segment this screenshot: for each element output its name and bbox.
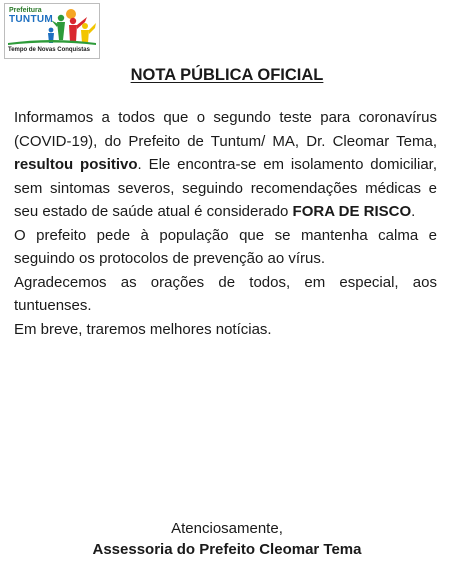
signoff	[0, 518, 454, 560]
paragraph-text: .	[411, 203, 416, 220]
result-emphasis: resultou positivo	[14, 156, 138, 173]
logo-slogan: Tempo de Novas Conquistas	[8, 47, 90, 53]
logo-city-name: TUNTUM	[9, 14, 54, 25]
signature: Assessoria do Prefeito Cleomar Tema	[92, 541, 362, 558]
paragraph-text: Informamos a todos que o segundo teste para coronavírus (COVID-19), do Prefeito de Tuntum/ MA, Dr. Cleomar Tema,	[14, 109, 437, 150]
paragraph-request: O prefeito pede à população que se mantenha calma e seguindo os protocolos de prevenção ao vírus.	[14, 226, 437, 267]
prefeitura-logo	[4, 3, 100, 59]
logo-prefeitura-text: Prefeitura	[9, 7, 42, 14]
paragraph-text: . Ele encontra-se em isolamento domiciliar, sem sintomas severos, seguindo recomendações médicas e seu estado de saúde atual é considerado	[14, 156, 437, 220]
paragraph-test-result	[14, 106, 437, 224]
risk-emphasis: FORA DE RISCO	[292, 203, 412, 220]
document-body	[14, 106, 437, 341]
paragraph-thanks: Agradecemos as orações de todos, em especial, aos tuntuenses.	[14, 273, 437, 314]
document-title: NOTA PÚBLICA OFICIAL	[130, 66, 324, 84]
paragraph-closing-note: Em breve, traremos melhores notícias.	[14, 320, 272, 338]
closing-salutation: Atenciosamente,	[171, 520, 283, 537]
